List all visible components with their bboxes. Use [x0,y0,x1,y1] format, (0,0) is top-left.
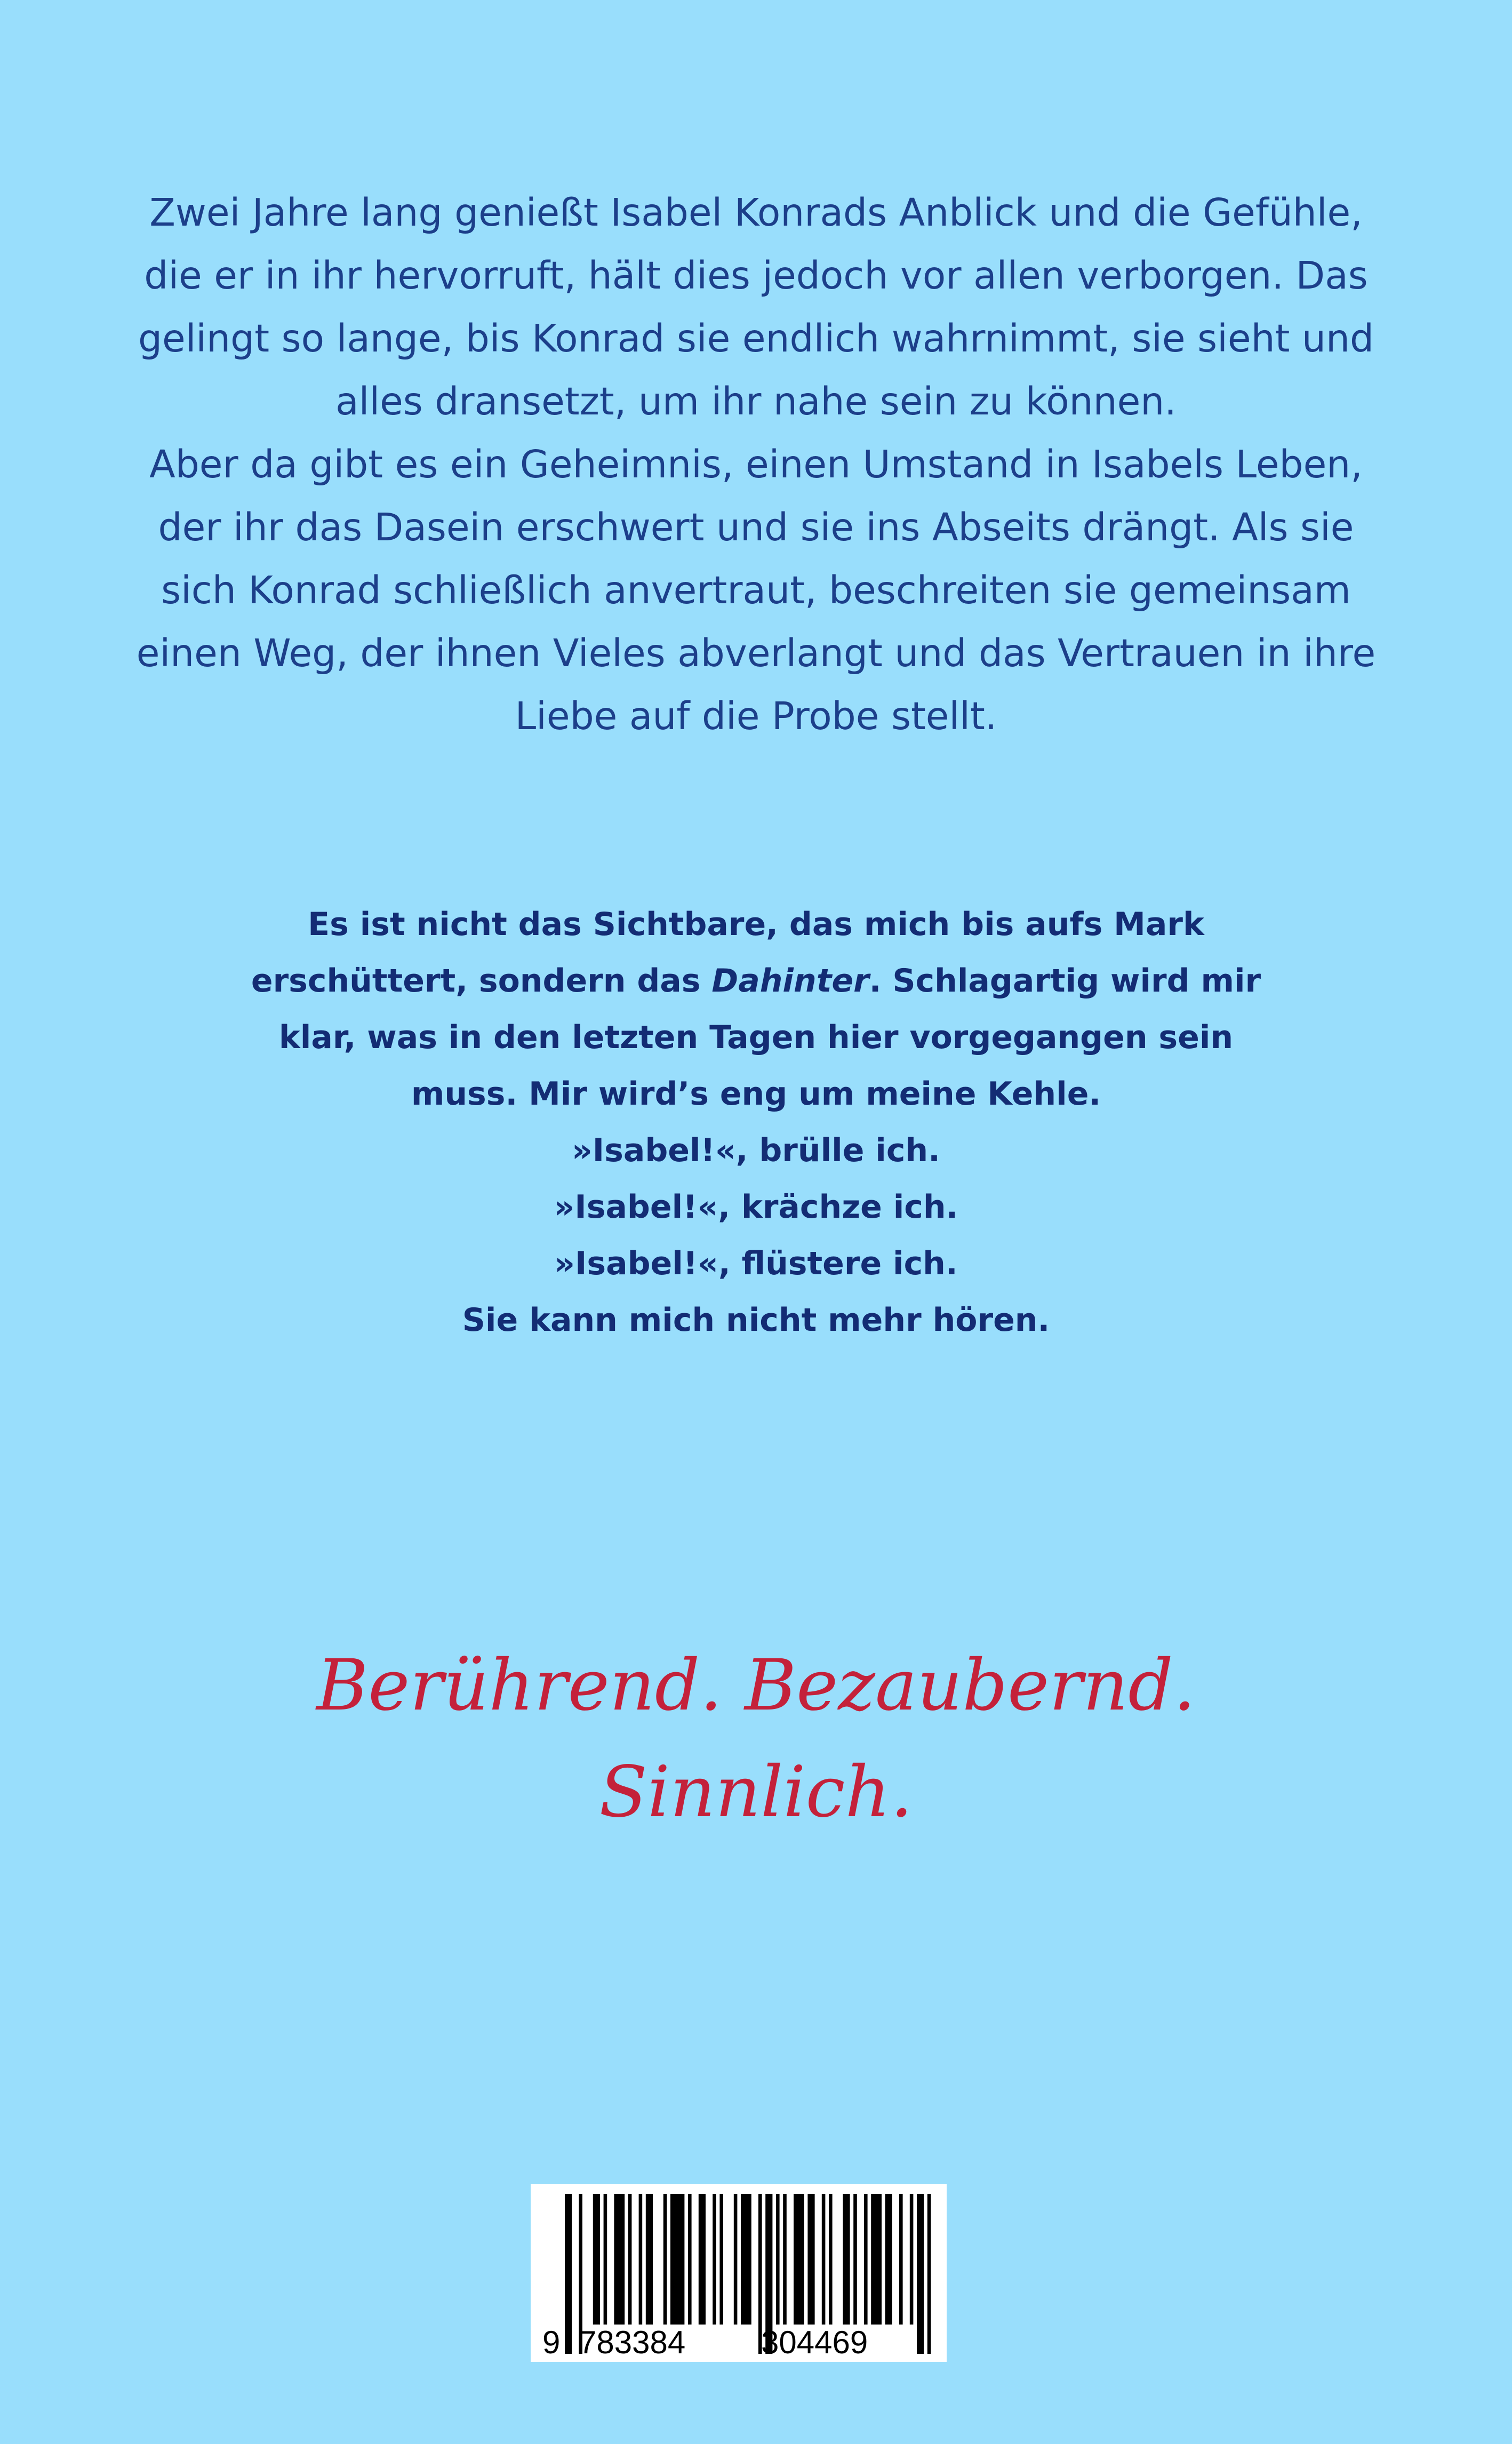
barcode-bar [829,2194,833,2325]
excerpt [229,896,1283,1348]
barcode-bar [699,2194,706,2325]
barcode-bar [713,2194,716,2325]
barcode-bar [670,2194,684,2325]
barcode-bar [843,2194,850,2325]
blurb-paragraph-2: Aber da gibt es ein Geheimnis, einen Umstand in Isabels Leben, der ihr das Dasein erschwert und sie ins Abseits drängt. Als sie sich Konrad schließlich anvertraut, beschreiten sie gemeinsam einen Weg, der ihnen Vieles abverlangt und das Vertrauen in ihre Liebe auf die Probe stellt. [136,442,1376,738]
barcode-bar [646,2194,653,2325]
barcode-bar [741,2194,751,2325]
barcode-bar [853,2194,857,2325]
barcode-bar [776,2194,780,2325]
blurb-paragraph-1: Zwei Jahre lang genießt Isabel Konrads Anblick und die Gefühle, die er in ihr hervorruft, hält dies jedoch vor allen verborgen. Das gelingt so lange, bis Konrad sie endlich wahrnimmt, sie sieht und alles dransetzt, um ihr nahe sein zu können. [138,190,1374,424]
barcode-bar [871,2194,882,2325]
blurb [123,181,1389,748]
barcode-bar [628,2194,632,2325]
barcode-digits-right: 304469 [761,2325,868,2360]
excerpt-line-3: »Isabel!«, flüstere ich. [554,1245,958,1282]
barcode-bar [663,2194,667,2325]
barcode-bar [604,2194,607,2325]
barcode-digits-left: 783384 [579,2325,686,2360]
excerpt-lead: Es ist nicht das Sichtbare, das mich bis aufs Mark erschüttert, sondern das [251,906,1204,1000]
tagline: Berührend. Bezaubernd. Sinnlich. [316,1644,1196,1833]
excerpt-rest: . Schlagartig wird mir klar, was in den letzten Tagen hier vorgegangen sein muss. Mir wird’s eng um meine Kehle. [278,962,1261,1113]
excerpt-line-1: »Isabel!«, brülle ich. [572,1132,940,1169]
barcode-digit-lead: 9 [542,2325,561,2360]
barcode-bar [899,2194,903,2325]
barcode-bar [864,2194,868,2325]
barcode-bar [794,2194,804,2325]
excerpt-paragraph [229,896,1283,1122]
excerpt-emphasis: Dahinter [711,962,869,1000]
barcode-bar [783,2194,787,2325]
barcode-bar [593,2194,600,2325]
excerpt-closing: Sie kann mich nicht mehr hören. [462,1301,1050,1339]
barcode-bar [885,2194,892,2325]
barcode-bar [688,2194,692,2325]
barcode-digits [531,2324,947,2358]
barcode-bar [910,2194,914,2325]
barcode-bar [639,2194,643,2325]
barcode [531,2184,947,2362]
barcode-bar [822,2194,826,2325]
barcode-bar [734,2194,738,2325]
barcode-bar [807,2194,814,2325]
excerpt-line-2: »Isabel!«, krächze ich. [554,1188,958,1226]
barcode-bar [614,2194,625,2325]
barcode-bar [719,2194,723,2325]
